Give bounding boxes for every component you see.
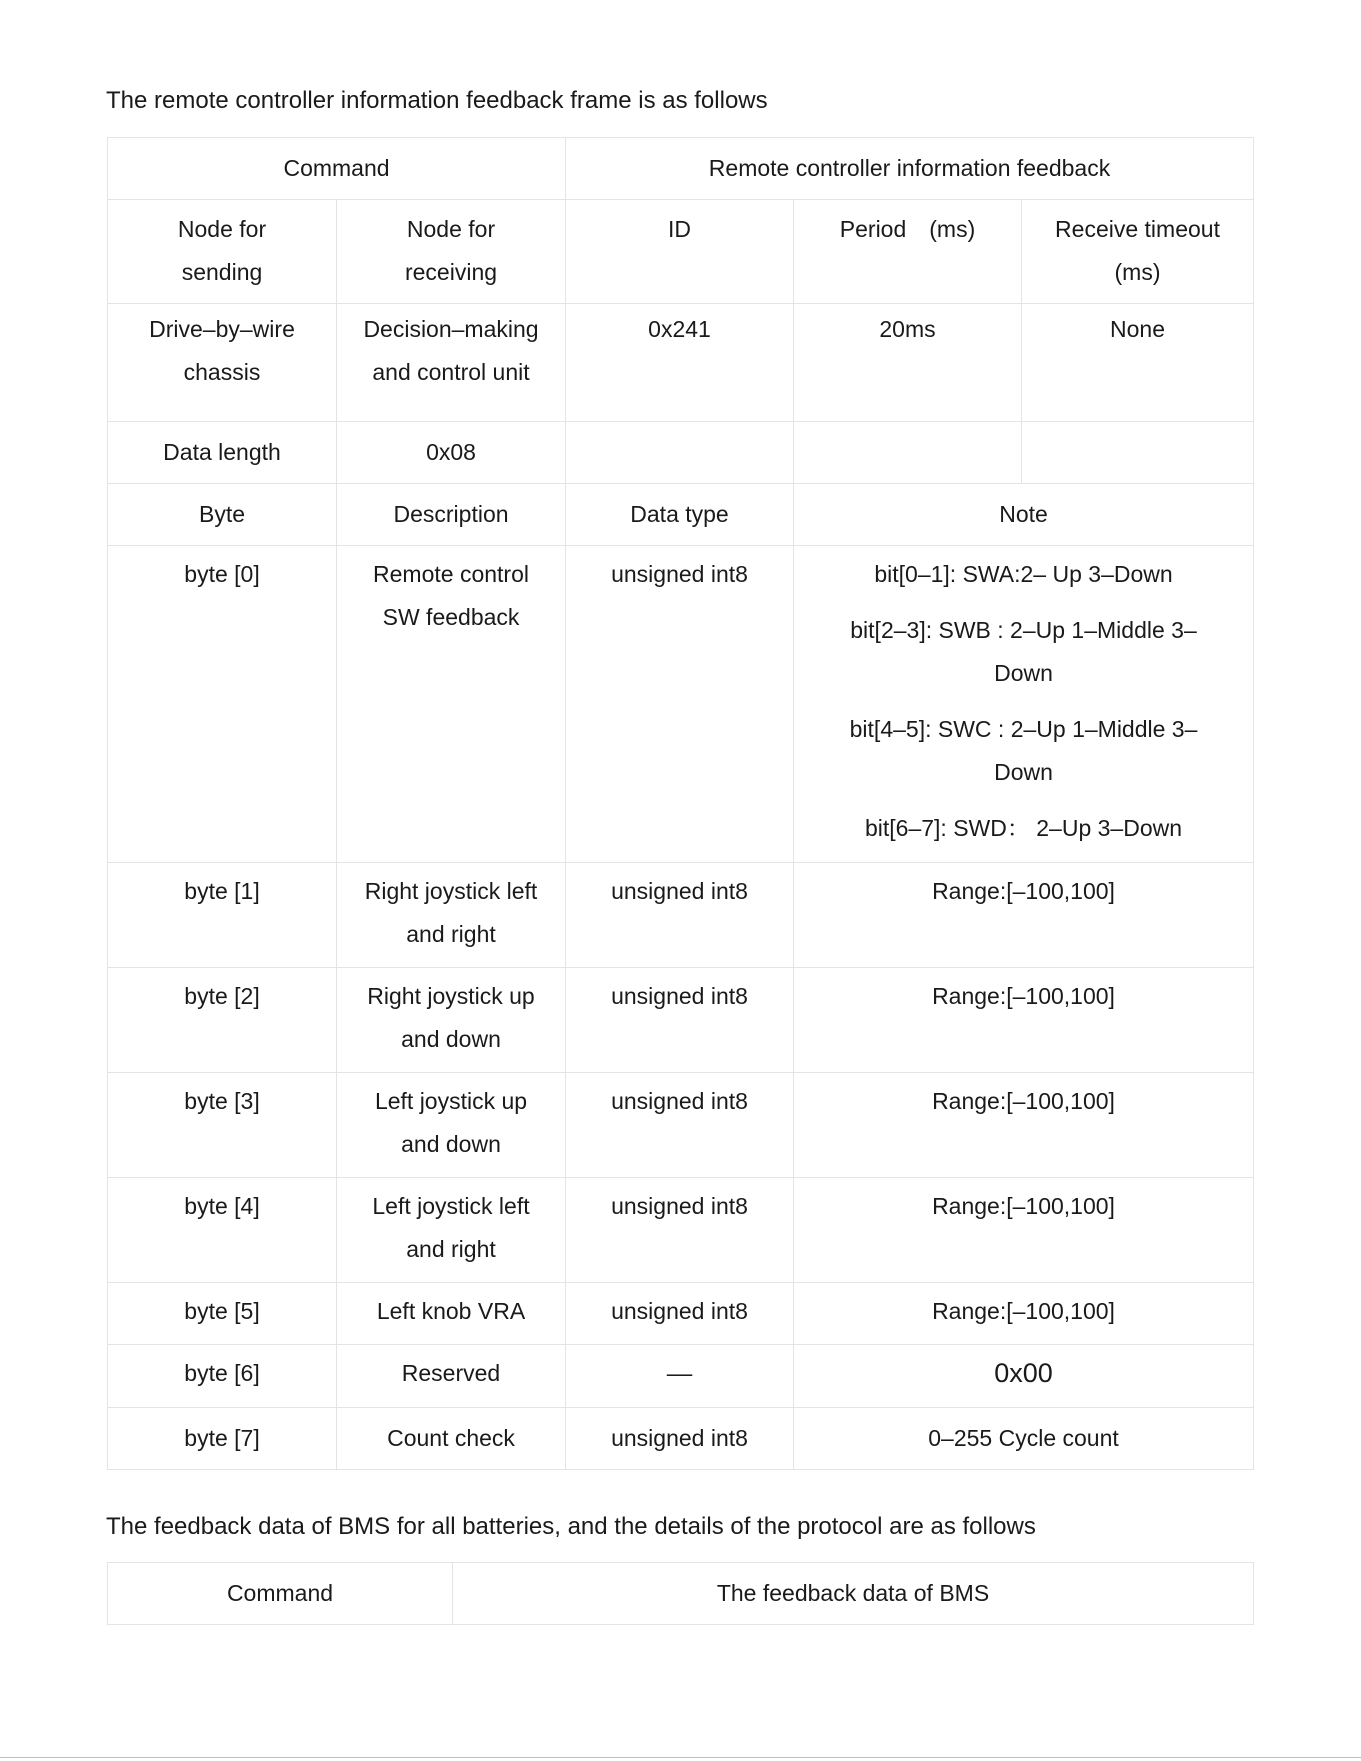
- note-cell: Range:[–100,100]: [794, 863, 1254, 968]
- byte-header: Byte: [108, 484, 337, 546]
- description-cell: [337, 546, 566, 863]
- table-row: [108, 1073, 1254, 1178]
- description-cell: Count check: [337, 1408, 566, 1470]
- table-row: [108, 1345, 1254, 1408]
- description-line1: Remote control: [373, 561, 529, 587]
- note-header: Note: [794, 484, 1254, 546]
- receive-timeout-header-line2: (ms): [1114, 259, 1161, 285]
- byte-cell: byte [7]: [108, 1408, 337, 1470]
- note-line-swa: bit[0–1]: SWA:2– Up 3–Down: [874, 561, 1173, 587]
- note-line-swb-cont: Down: [994, 660, 1053, 686]
- remote-controller-feedback-table: [107, 137, 1254, 1470]
- description-line1: Right joystick left: [364, 878, 538, 904]
- description-line2: and down: [401, 1131, 501, 1157]
- command-row: [108, 1563, 1254, 1625]
- data-type-cell: unsigned int8: [566, 546, 794, 863]
- intro-text-remote-controller: The remote controller information feedback frame is as follows: [106, 87, 768, 114]
- byte-cell: byte [1]: [108, 863, 337, 968]
- data-type-cell: unsigned int8: [566, 1408, 794, 1470]
- note-cell: Range:[–100,100]: [794, 1283, 1254, 1345]
- node-sending-header-line2: sending: [181, 259, 263, 285]
- description-cell: Left knob VRA: [337, 1283, 566, 1345]
- command-row: [108, 138, 1254, 200]
- id-header: ID: [566, 200, 794, 304]
- data-type-cell: unsigned int8: [566, 1178, 794, 1283]
- description-cell: [337, 968, 566, 1073]
- command-value: The feedback data of BMS: [453, 1563, 1254, 1625]
- table-row: [108, 968, 1254, 1073]
- table-row: [108, 1283, 1254, 1345]
- note-cell: Range:[–100,100]: [794, 1178, 1254, 1283]
- description-line2: and down: [401, 1026, 501, 1052]
- table-row: [108, 863, 1254, 968]
- note-line-swb: bit[2–3]: SWB : 2–Up 1–Middle 3–: [850, 617, 1197, 643]
- intro-text-bms: The feedback data of BMS for all batteries, and the details of the protocol are as follows: [106, 1513, 1036, 1540]
- description-header: Description: [337, 484, 566, 546]
- timeout-value: None: [1022, 304, 1254, 422]
- note-spacer: [794, 695, 1253, 708]
- data-type-cell: ––: [566, 1345, 794, 1408]
- data-type-header: Data type: [566, 484, 794, 546]
- page-bottom-rule: [0, 1757, 1361, 1758]
- byte-cell: byte [3]: [108, 1073, 337, 1178]
- receive-timeout-header-line1: Receive timeout: [1055, 216, 1220, 242]
- receive-timeout-header: [1022, 200, 1254, 304]
- note-cell: Range:[–100,100]: [794, 1073, 1254, 1178]
- note-line-swc-cont: Down: [994, 759, 1053, 785]
- table-row: [108, 546, 1254, 863]
- command-value: Remote controller information feedback: [566, 138, 1254, 200]
- byte-cell: byte [0]: [108, 546, 337, 863]
- description-line2: SW feedback: [382, 604, 520, 630]
- data-length-label: Data length: [108, 422, 337, 484]
- sending-node-line2: chassis: [183, 359, 261, 385]
- node-sending-header: [108, 200, 337, 304]
- byte-cell: byte [6]: [108, 1345, 337, 1408]
- bms-feedback-table: [107, 1562, 1254, 1625]
- receiving-node-line1: Decision–making: [363, 316, 539, 342]
- node-header-row: [108, 200, 1254, 304]
- description-cell: [337, 1073, 566, 1178]
- node-receiving-header: [337, 200, 566, 304]
- column-header-row: [108, 484, 1254, 546]
- empty-cell: [566, 422, 794, 484]
- description-line1: Left joystick left: [372, 1193, 530, 1219]
- period-header: Period (ms): [794, 200, 1022, 304]
- table-row: [108, 1408, 1254, 1470]
- node-sending-header-line1: Node for: [177, 216, 267, 242]
- note-line-swc: bit[4–5]: SWC : 2–Up 1–Middle 3–: [849, 716, 1198, 742]
- description-cell: [337, 1178, 566, 1283]
- data-type-cell: unsigned int8: [566, 968, 794, 1073]
- byte-cell: byte [4]: [108, 1178, 337, 1283]
- description-cell: [337, 863, 566, 968]
- description-line2: and right: [406, 921, 496, 947]
- note-spacer: [794, 596, 1253, 609]
- note-cell: Range:[–100,100]: [794, 968, 1254, 1073]
- note-line-swd: bit[6–7]: SWD： 2–Up 3–Down: [864, 815, 1183, 841]
- description-cell: Reserved: [337, 1345, 566, 1408]
- data-type-cell: unsigned int8: [566, 863, 794, 968]
- command-label: Command: [108, 138, 566, 200]
- note-cell: 0–255 Cycle count: [794, 1408, 1254, 1470]
- note-cell: [794, 546, 1254, 863]
- period-value: 20ms: [794, 304, 1022, 422]
- byte-cell: byte [5]: [108, 1283, 337, 1345]
- note-cell: 0x00: [794, 1345, 1254, 1408]
- table-row: [108, 1178, 1254, 1283]
- empty-cell: [794, 422, 1022, 484]
- description-line1: Left joystick up: [374, 1088, 528, 1114]
- data-type-cell: unsigned int8: [566, 1073, 794, 1178]
- description-line1: Right joystick up: [367, 983, 535, 1009]
- data-type-cell: unsigned int8: [566, 1283, 794, 1345]
- data-length-row: [108, 422, 1254, 484]
- sending-node-line1: Drive–by–wire: [149, 316, 295, 342]
- description-line2: and right: [406, 1236, 496, 1262]
- receiving-node-cell: [337, 304, 566, 422]
- data-length-value: 0x08: [337, 422, 566, 484]
- byte-cell: byte [2]: [108, 968, 337, 1073]
- receiving-node-line2: and control unit: [372, 359, 530, 385]
- command-label: Command: [108, 1563, 453, 1625]
- id-value: 0x241: [566, 304, 794, 422]
- node-receiving-header-line1: Node for: [406, 216, 496, 242]
- node-info-row: [108, 304, 1254, 422]
- sending-node-cell: [108, 304, 337, 422]
- node-receiving-header-line2: receiving: [404, 259, 498, 285]
- note-spacer: [794, 794, 1253, 807]
- empty-cell: [1022, 422, 1254, 484]
